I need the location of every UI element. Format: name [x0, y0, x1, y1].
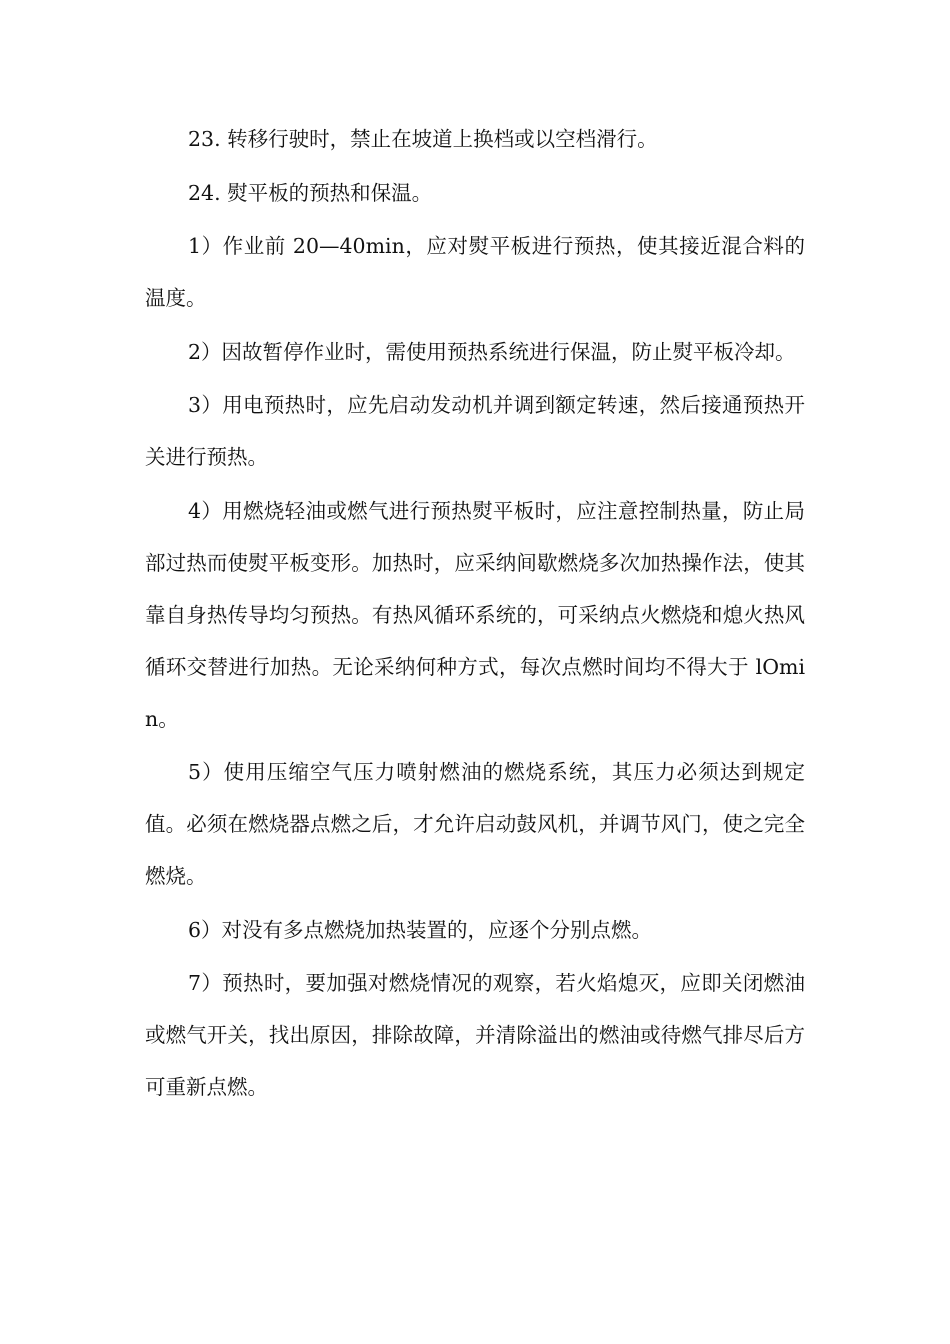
paragraph-item-24: 24. 熨平板的预热和保温。	[188, 180, 433, 205]
paragraph-item-23: 23. 转移行驶时，禁止在坡道上换档或以空档滑行。	[188, 127, 658, 151]
paragraph-subitem-2: 2）因故暂停作业时，需使用预热系统进行保温，防止熨平板冷却。	[188, 339, 796, 364]
paragraph-subitem-7: 7）预热时，要加强对燃烧情况的观察，若火焰熄灭，应即关闭燃油或燃气开关，找出原因，排除故障，并清除溢出的燃油或待燃气排尽后方可重新点燃。	[145, 971, 805, 1099]
paragraph-subitem-4: 4）用燃烧轻油或燃气进行预热熨平板时，应注意控制热量，防止局部过热而使熨平板变形。加热时，应采纳间歇燃烧多次加热操作法，使其靠自身热传导均匀预热。有热风循环系统的，可采纳点火燃烧和熄火热风循环交替进行加热。无论采纳何种方式，每次点燃时间均不得大于 lOmin。	[145, 498, 805, 731]
document-body	[145, 113, 805, 1115]
paragraph-subitem-1: 1）作业前 20—40min，应对熨平板进行预热，使其接近混合料的 温度。	[145, 234, 805, 310]
paragraph-subitem-5: 5）使用压缩空气压力喷射燃油的燃烧系统，其压力必须达到规定值。必须在燃烧器点燃之后，才允许启动鼓风机，并调节风门，使之完全燃烧。	[145, 760, 805, 888]
paragraph-subitem-3: 3）用电预热时，应先启动发动机并调到额定转速，然后接通预热开关进行预热。	[145, 393, 805, 469]
paragraph-subitem-6: 6）对没有多点燃烧加热装置的，应逐个分别点燃。	[188, 917, 653, 942]
